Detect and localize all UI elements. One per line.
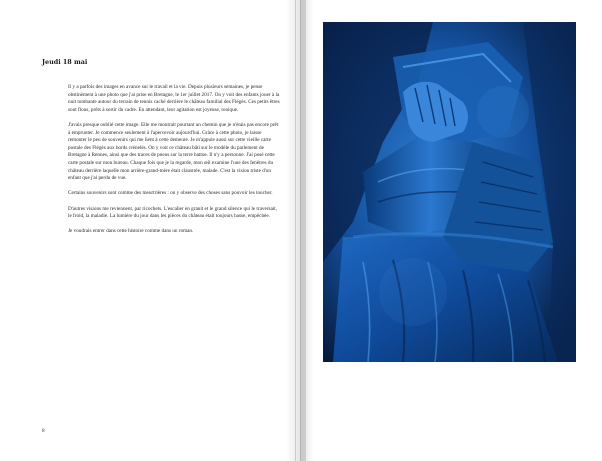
- paragraph: J'avais presque oublié cette image. Elle me montrait pourtant un chemin que je n'étais pas encore prêt à emprunter. Je commence seulement à l'apercevoir aujourd'hui. Grâce à cette photo, je laisse remonter le peu de souvenirs qui me lient à cette demeure. Je m'appuie aussi sur cette vieille carte postale des Flégès aux bords crénelés. On y voit ce château bâti sur le modèle du parlement de Bretagne à Rennes, ainsi que des traces de pneus sur la terre battue. Il n'y a personne. J'ai posé cette carte postale sur mon bureau. Chaque fois que je la regarde, mon œil examine l'une des fenêtres du château derrière laquelle mon arrière-grand-mère était claustrée, malade. C'est la vision triste d'un enfant que j'ai perdu de vue.: [68, 121, 279, 182]
- left-page: [0, 0, 296, 461]
- sculpture-image: [323, 22, 576, 362]
- page-heading: Jeudi 18 mai: [42, 58, 88, 66]
- right-page: [300, 0, 602, 461]
- paragraph: Je voudrais entrer dans cette histoire comme dans un roman.: [68, 228, 194, 235]
- body-text: [68, 84, 280, 243]
- paragraph: Certains souvenirs sont comme des meurtrières : on y observe des choses sans pouvoir les toucher.: [68, 190, 273, 197]
- page-number: 8: [42, 428, 45, 434]
- sculpture-photo: [323, 22, 576, 362]
- paragraph: D'autres visions me reviennent, par ricochets. L'escalier en granit et le grand silence qui le traversait, le froid, la maladie. La lumière du jour dans les pièces du château était toujours basse, empêchée.: [68, 205, 277, 220]
- paragraph: Il y a parfois des images en avance sur le travail et la vie. Depuis plusieurs semaines, je pense obstinément à une photo que j'ai prise en Bretagne, le 1er juillet 2017. On y voit des enfants jouer à la nuit tombante autour du terrain de tennis caché derrière le château familial des Flégès. Ces petits êtres sont flous, prêts à sortir du cadre. En attendant, leur agitation est joyeuse, tonique.: [68, 84, 280, 113]
